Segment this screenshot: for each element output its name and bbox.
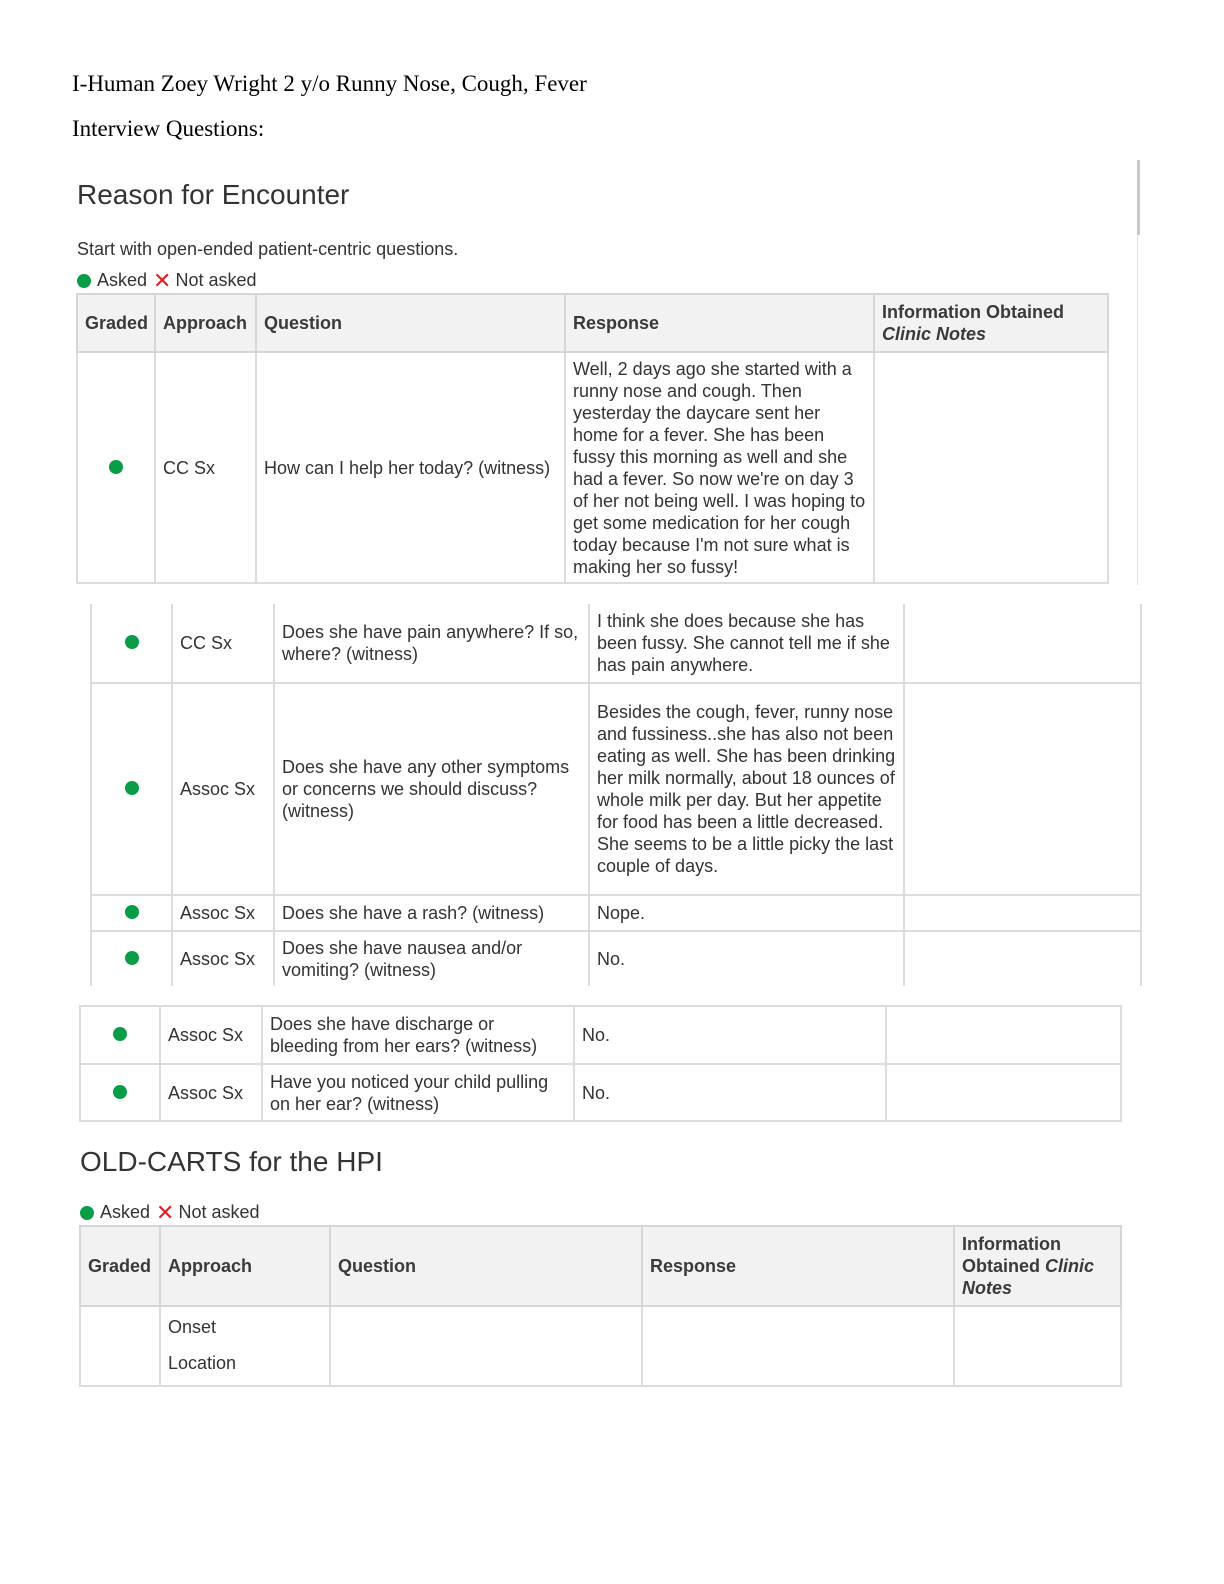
question-cell [330, 1306, 642, 1386]
col-question: Question [256, 294, 565, 352]
asked-dot-icon [125, 905, 139, 919]
graded-cell [91, 931, 172, 986]
approach-cell: Assoc Sx [160, 1064, 262, 1121]
table-row [77, 352, 1108, 583]
graded-cell [91, 683, 172, 895]
col-info-line2: Clinic Notes [882, 324, 987, 344]
response-cell: I think she does because she has been fussy. She cannot tell me if she has pain anywhere. [589, 604, 904, 683]
approach-cell: CC Sx [172, 604, 274, 683]
info-cell[interactable] [904, 683, 1141, 895]
question-cell: Does she have a rash? (witness) [274, 895, 589, 931]
col-info-line1: Information [962, 1234, 1061, 1254]
legend-asked-label: Asked [100, 1202, 151, 1222]
asked-dot-icon [80, 1206, 94, 1220]
table-row [91, 683, 1141, 895]
col-info-line3: Clinic [1045, 1256, 1095, 1276]
reason-legend [77, 267, 257, 293]
legend-asked-label: Asked [97, 270, 148, 290]
reason-table-part-1 [76, 293, 1109, 584]
asked-dot-icon [125, 781, 139, 795]
table-row [80, 1306, 1121, 1386]
table-row [91, 931, 1141, 986]
info-cell[interactable] [886, 1006, 1121, 1064]
info-cell[interactable] [954, 1306, 1121, 1386]
response-cell: No. [574, 1006, 886, 1064]
col-info-line1: Information Obtained [882, 302, 1064, 322]
not-asked-x-icon: ✕ [153, 267, 172, 293]
question-cell: Does she have nausea and/or vomiting? (witness) [274, 931, 589, 986]
not-asked-x-icon: ✕ [156, 1199, 175, 1225]
info-cell[interactable] [874, 352, 1108, 583]
table-header-row [77, 294, 1108, 352]
reason-table-part-3 [79, 1005, 1122, 1122]
col-graded: Graded [77, 294, 155, 352]
col-graded: Graded [80, 1226, 160, 1306]
table-row [91, 604, 1141, 683]
col-info-line2: Obtained [962, 1256, 1041, 1276]
legend-not-asked-label: Not asked [178, 1202, 260, 1222]
info-cell[interactable] [904, 895, 1141, 931]
info-cell[interactable] [904, 604, 1141, 683]
response-cell: Nope. [589, 895, 904, 931]
graded-cell [77, 352, 155, 583]
question-cell: Does she have discharge or bleeding from her ears? (witness) [262, 1006, 574, 1064]
question-cell: Have you noticed your child pulling on her ear? (witness) [262, 1064, 574, 1121]
col-info [874, 294, 1108, 352]
table-header-row [80, 1226, 1121, 1306]
reason-instruction: Start with open-ended patient-centric questions. [77, 239, 459, 259]
asked-dot-icon [113, 1085, 127, 1099]
scrollbar-thumb[interactable] [1137, 160, 1140, 235]
legend-not-asked-label: Not asked [175, 270, 257, 290]
col-question: Question [330, 1226, 642, 1306]
approach-onset: Onset [168, 1317, 217, 1337]
response-cell: No. [589, 931, 904, 986]
response-cell: Besides the cough, fever, runny nose and fussiness..she has also not been eating as well. She has been drinking her milk normally, about 18 ounces of whole milk per day. But her appetite for food has been a little decreased. She seems to be a little picky the last couple of days. [589, 683, 904, 895]
approach-cell: Assoc Sx [160, 1006, 262, 1064]
asked-dot-icon [125, 635, 139, 649]
col-info-line2-wrap [962, 1255, 1113, 1277]
approach-cell: Assoc Sx [172, 895, 274, 931]
approach-cell: Assoc Sx [172, 931, 274, 986]
col-response: Response [565, 294, 874, 352]
reason-heading: Reason for Encounter [77, 179, 350, 210]
question-cell: Does she have pain anywhere? If so, where? (witness) [274, 604, 589, 683]
reason-table-part-2 [90, 604, 1142, 986]
table-row [91, 895, 1141, 931]
response-cell: Well, 2 days ago she started with a runny nose and cough. Then yesterday the daycare sent her home for a fever. She has been fussy this morning as well and she had a fever. So now we're on day 3 of her not being well. I was hoping to get some medication for her cough today because I'm not sure what is making her so fussy! [565, 352, 874, 583]
col-response: Response [642, 1226, 954, 1306]
asked-dot-icon [125, 951, 139, 965]
col-approach: Approach [160, 1226, 330, 1306]
graded-cell [80, 1064, 160, 1121]
col-info [954, 1226, 1121, 1306]
table-row [80, 1006, 1121, 1064]
oldcarts-table [79, 1225, 1122, 1387]
oldcarts-legend [80, 1199, 260, 1225]
response-cell: No. [574, 1064, 886, 1121]
col-info-line4: Notes [962, 1278, 1013, 1298]
approach-cell: CC Sx [155, 352, 256, 583]
document-subtitle: Interview Questions: [72, 116, 265, 141]
approach-location: Location [168, 1353, 237, 1373]
response-cell [642, 1306, 954, 1386]
table-row [80, 1064, 1121, 1121]
question-cell: Does she have any other symptoms or concerns we should discuss? (witness) [274, 683, 589, 895]
info-cell[interactable] [886, 1064, 1121, 1121]
graded-cell [91, 895, 172, 931]
col-approach: Approach [155, 294, 256, 352]
approach-cell [160, 1306, 330, 1386]
asked-dot-icon [77, 274, 91, 288]
approach-cell: Assoc Sx [172, 683, 274, 895]
info-cell[interactable] [904, 931, 1141, 986]
document-title: I-Human Zoey Wright 2 y/o Runny Nose, Cough, Fever [72, 71, 587, 96]
graded-cell [91, 604, 172, 683]
oldcarts-heading: OLD-CARTS for the HPI [80, 1146, 383, 1177]
asked-dot-icon [113, 1027, 127, 1041]
graded-cell [80, 1006, 160, 1064]
question-cell: How can I help her today? (witness) [256, 352, 565, 583]
asked-dot-icon [109, 460, 123, 474]
graded-cell [80, 1306, 160, 1386]
